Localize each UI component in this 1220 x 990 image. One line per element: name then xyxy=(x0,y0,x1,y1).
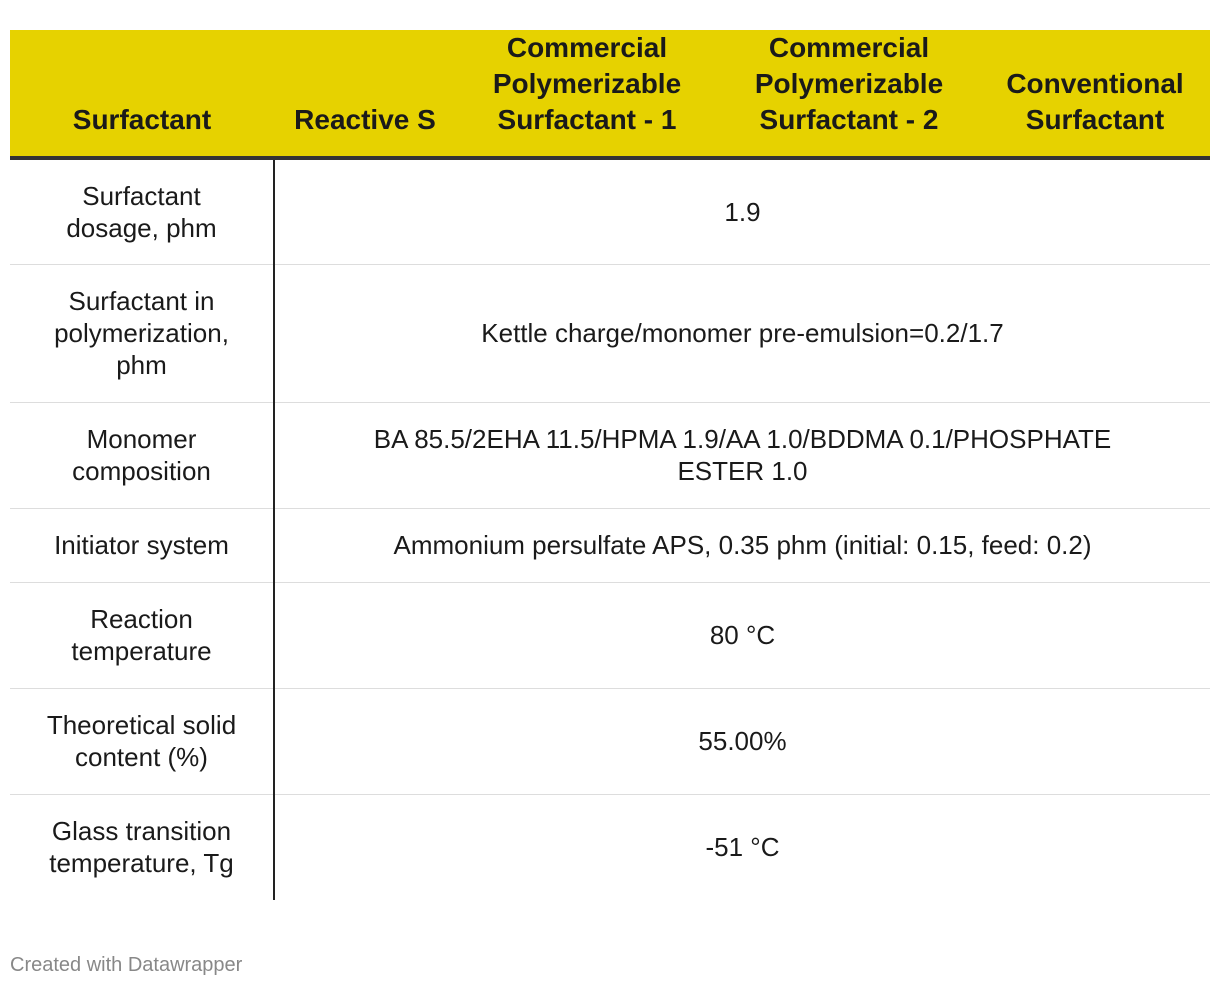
header-commercial-1: Commercial Polymerizable Surfactant - 1 xyxy=(456,30,718,158)
row-label: Theoretical solid content (%) xyxy=(10,688,274,794)
datawrapper-credit: Created with Datawrapper xyxy=(10,954,243,976)
row-label: Surfactant in polymerization, phm xyxy=(10,264,274,402)
header-conventional: Conventional Surfactant xyxy=(980,30,1210,158)
row-value: BA 85.5/2EHA 11.5/HPMA 1.9/AA 1.0/BDDMA 0.1/PHOSPHATE ESTER 1.0 xyxy=(274,402,1210,508)
table-row xyxy=(10,794,1210,900)
row-label: Glass transition temperature, Tg xyxy=(10,794,274,900)
table-row xyxy=(10,402,1210,508)
table-row xyxy=(10,582,1210,688)
row-value: 55.00% xyxy=(274,688,1210,794)
header-commercial-2: Commercial Polymerizable Surfactant - 2 xyxy=(718,30,980,158)
row-label: Monomer composition xyxy=(10,402,274,508)
table-row xyxy=(10,508,1210,582)
table-row xyxy=(10,264,1210,402)
row-value: 1.9 xyxy=(274,158,1210,264)
row-value: Kettle charge/monomer pre-emulsion=0.2/1.7 xyxy=(274,264,1210,402)
row-label: Reaction temperature xyxy=(10,582,274,688)
row-label: Initiator system xyxy=(10,508,274,582)
data-table xyxy=(10,30,1210,900)
data-table-container xyxy=(10,30,1210,900)
table-row xyxy=(10,688,1210,794)
row-value: Ammonium persulfate APS, 0.35 phm (initial: 0.15, feed: 0.2) xyxy=(274,508,1210,582)
header-row xyxy=(10,30,1210,158)
row-value: 80 °C xyxy=(274,582,1210,688)
header-surfactant: Surfactant xyxy=(10,30,274,158)
row-value: -51 °C xyxy=(705,832,780,863)
table-row xyxy=(10,158,1210,264)
header-reactive-s: Reactive S xyxy=(274,30,456,158)
row-label: Surfactant dosage, phm xyxy=(10,158,274,264)
